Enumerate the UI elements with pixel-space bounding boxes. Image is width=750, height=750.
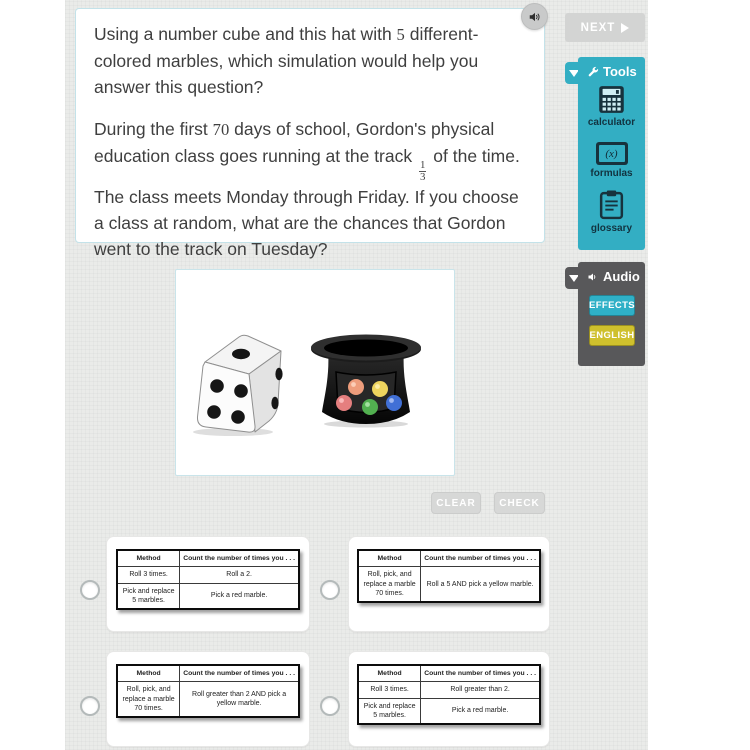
wrench-icon <box>587 66 599 78</box>
table-row: Roll 3 times. Roll a 2. <box>117 567 299 583</box>
radio-option-2[interactable] <box>320 580 340 600</box>
table-header-count: Count the number of times you . . . <box>421 550 540 567</box>
radio-option-3[interactable] <box>80 696 100 716</box>
table-header-method: Method <box>358 550 421 567</box>
clear-button[interactable]: CLEAR <box>431 492 481 514</box>
simulation-table-3 <box>116 664 300 718</box>
tools-title: Tools <box>603 64 637 79</box>
question-box <box>75 8 545 259</box>
math-number: 70 <box>212 120 230 139</box>
tool-formulas[interactable] <box>578 142 645 179</box>
english-button[interactable]: ENGLISH <box>589 325 635 346</box>
table-row: Roll, pick, and replace a marble 70 times. Roll greater than 2 AND pick a yellow marble. <box>117 682 299 718</box>
glossary-label: glossary <box>590 223 633 234</box>
option-card-3[interactable] <box>106 651 310 747</box>
question-paragraph-1: Using a number cube and this hat with 5 different-colored marbles, which simulation would help you answer this question? <box>94 24 479 97</box>
tools-header <box>587 64 637 79</box>
stimulus-image <box>175 269 455 476</box>
table-header-method: Method <box>358 665 421 682</box>
table-row: Roll 3 times. Roll greater than 2. <box>358 682 540 698</box>
table-row: Pick and replace 5 marbles. Pick a red marble. <box>117 583 299 609</box>
calculator-icon <box>598 85 625 114</box>
table-row: Roll, pick, and replace a marble 70 times. Roll a 5 AND pick a yellow marble. <box>358 567 540 603</box>
speaker-icon <box>528 10 542 24</box>
tools-panel <box>578 57 645 250</box>
calculator-label: calculator <box>587 117 636 128</box>
dice-image <box>189 322 289 436</box>
chevron-down-icon <box>569 275 579 282</box>
audio-title: Audio <box>603 269 640 284</box>
check-button[interactable]: CHECK <box>494 492 545 514</box>
math-number: 5 <box>396 25 405 44</box>
table-header-count: Count the number of times you . . . <box>180 550 299 567</box>
simulation-table-1 <box>116 549 300 610</box>
audio-speaker-icon <box>587 271 599 283</box>
tool-glossary[interactable] <box>578 190 645 234</box>
option-card-1[interactable] <box>106 536 310 632</box>
radio-option-1[interactable] <box>80 580 100 600</box>
tool-calculator[interactable] <box>578 85 645 128</box>
read-aloud-button[interactable] <box>521 3 548 30</box>
hat-image <box>309 334 423 428</box>
simulation-table-2 <box>357 549 541 603</box>
table-row: Pick and replace 5 marbles. Pick a red marble. <box>358 698 540 724</box>
next-button-label: NEXT <box>580 21 616 34</box>
next-button[interactable] <box>565 13 645 42</box>
chevron-down-icon <box>569 70 579 77</box>
option-card-4[interactable] <box>348 651 550 747</box>
table-header-count: Count the number of times you . . . <box>180 665 299 682</box>
question-paragraph-2: During the first 70 days of school, Gordon's physical education class goes running at the track $\frac{1}{3}$ of the time. The class meets Monday through Friday. If you choose a class at random, what are the chances that Gordon went to the track on Tuesday? <box>94 119 520 259</box>
formulas-icon: (x) <box>596 142 628 165</box>
audio-header <box>587 269 640 284</box>
audio-panel <box>578 262 645 366</box>
radio-option-4[interactable] <box>320 696 340 716</box>
table-header-method: Method <box>117 665 180 682</box>
option-card-2[interactable] <box>348 536 550 632</box>
formulas-label: formulas <box>590 168 633 179</box>
table-header-count: Count the number of times you . . . <box>421 665 540 682</box>
next-arrow-icon <box>621 23 629 33</box>
fraction-one-third: $\frac{1}{3}$ <box>419 158 426 184</box>
simulation-table-4 <box>357 664 541 725</box>
effects-button[interactable]: EFFECTS <box>589 295 635 316</box>
table-header-method: Method <box>117 550 180 567</box>
glossary-icon <box>599 190 624 220</box>
